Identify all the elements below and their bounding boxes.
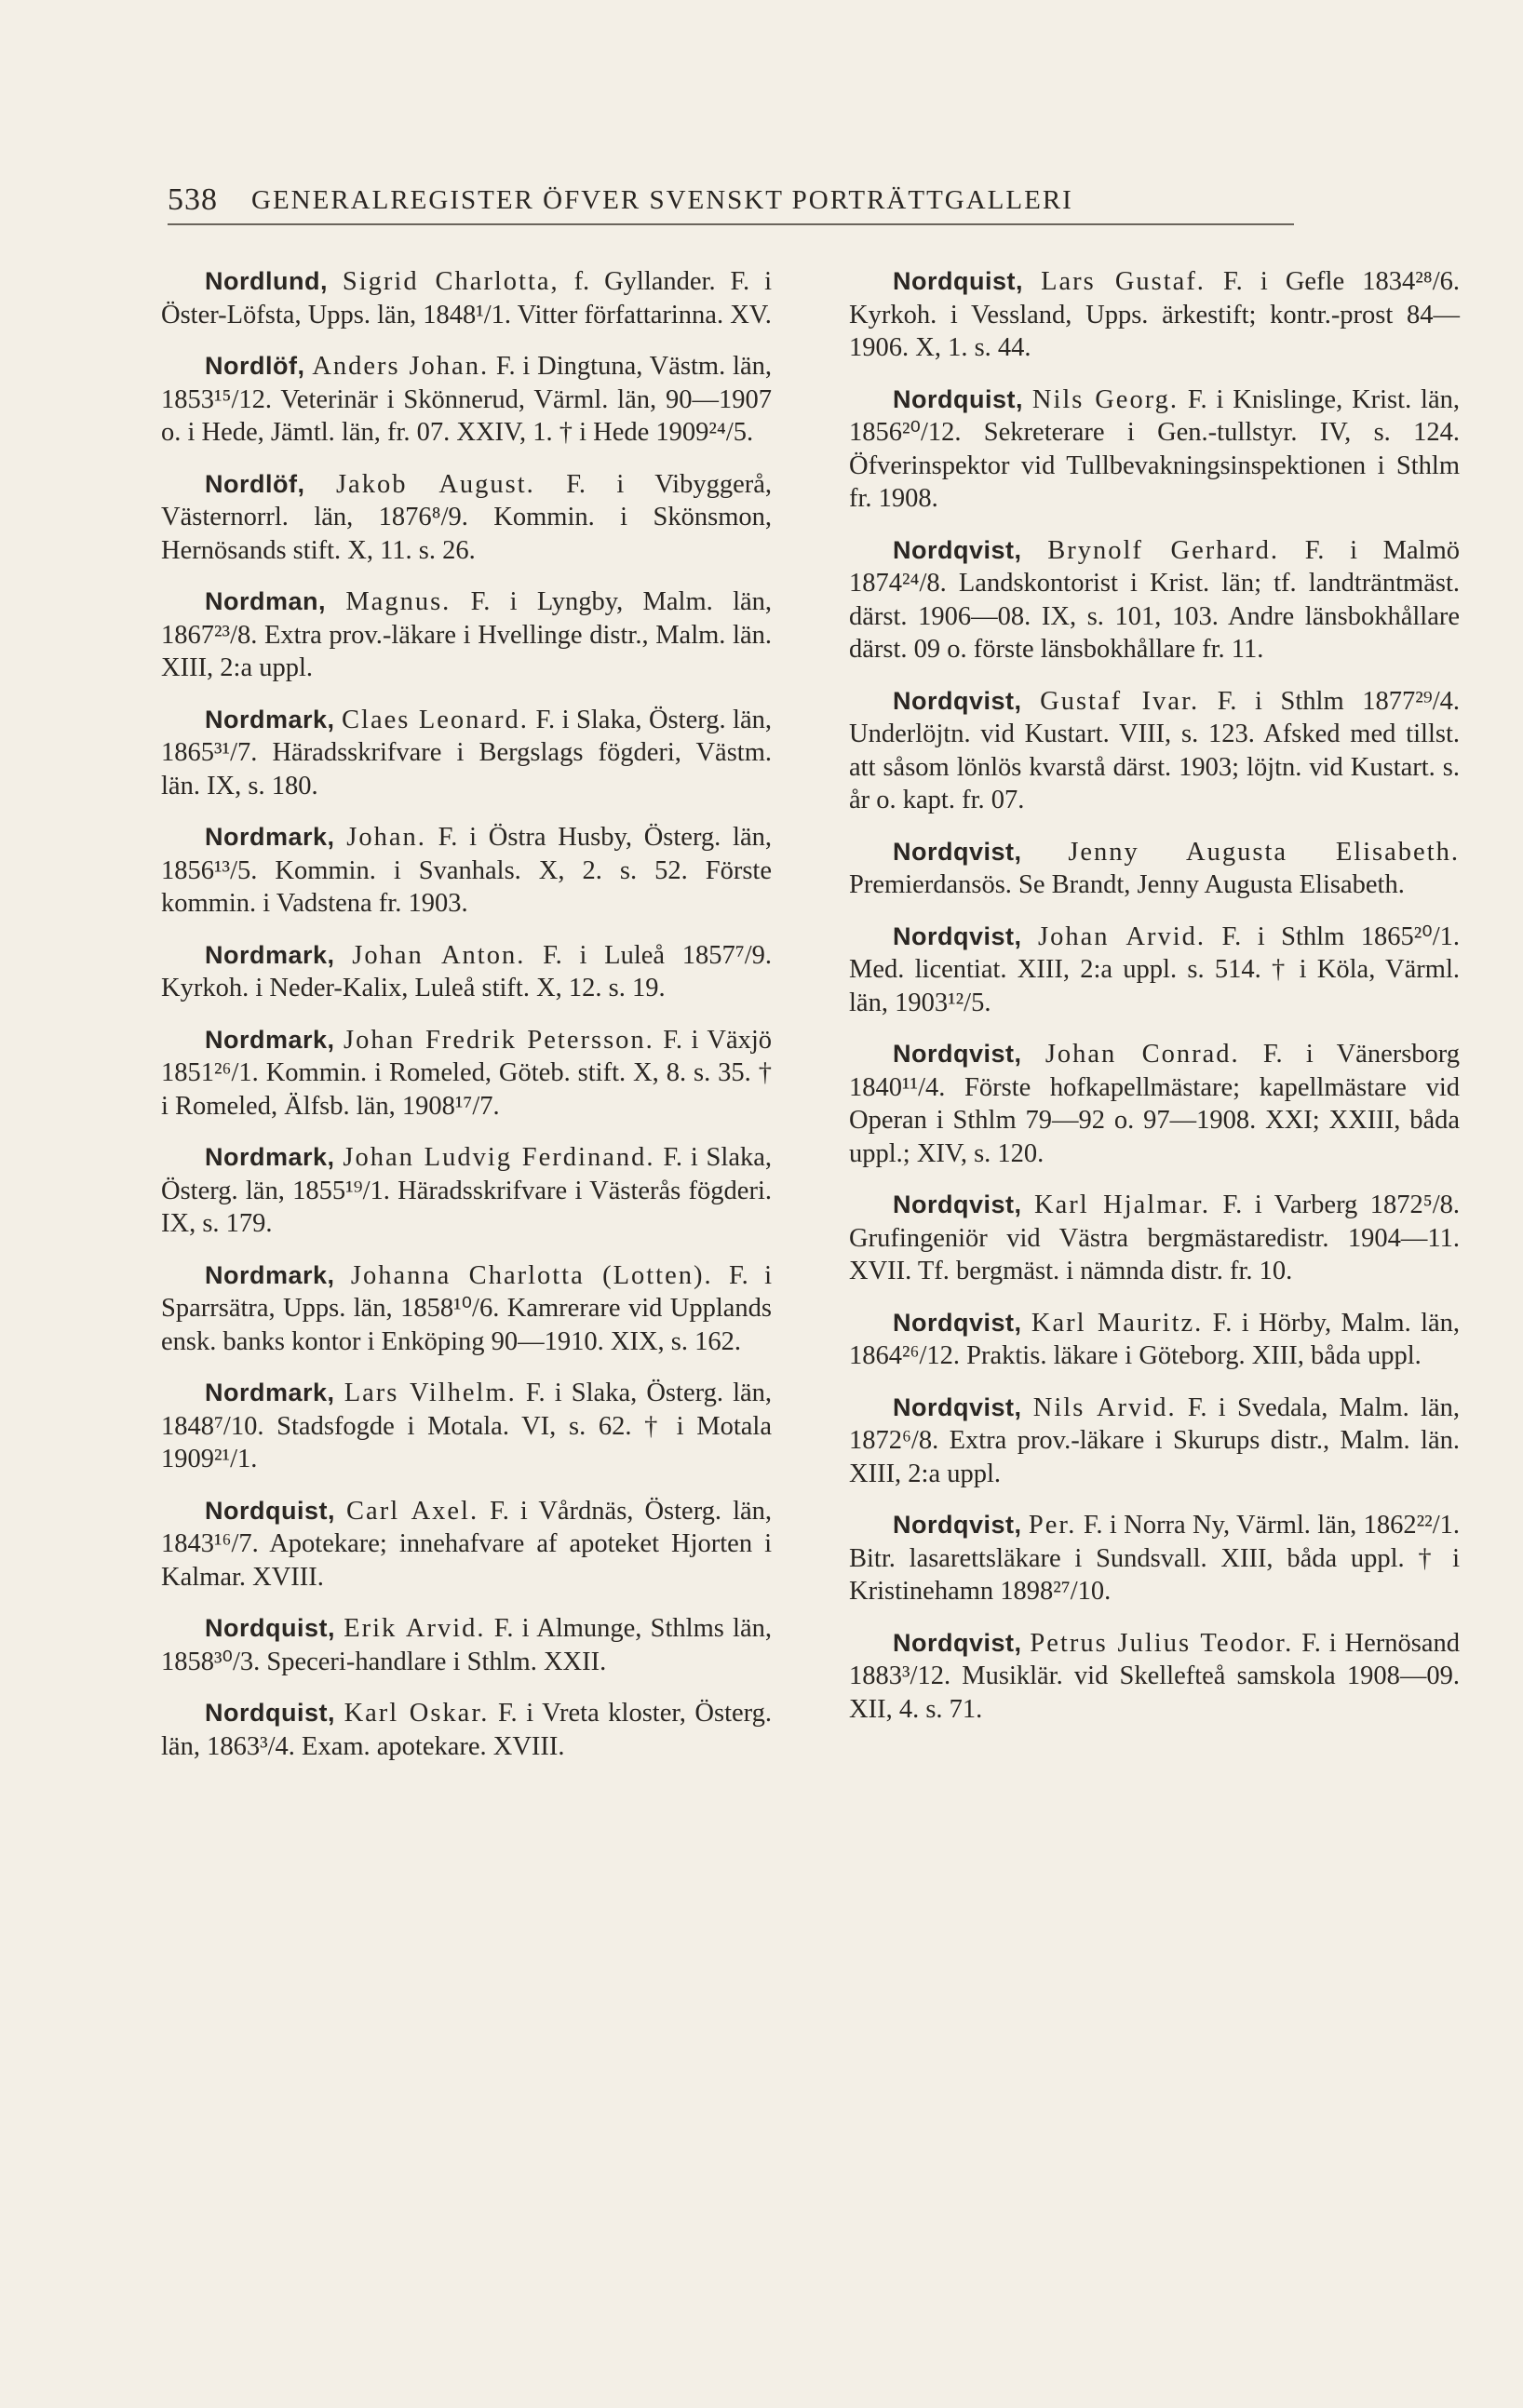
entry-details: F. i Knislinge, Krist. län, 1856²⁰/12. Sekreterare i Gen.-tullstyr. IV, s. 124. Öfverinspektor vid Tullbevakningsinspektionen i Sthlm fr. 1908. — [849, 384, 1460, 513]
entry-details: F. i Vreta kloster, Österg. län, 1863³/4. Exam. apotekare. XVIII. — [161, 1699, 773, 1761]
running-title: GENERALREGISTER ÖFVER SVENSKT PORTRÄTTGALLERI — [251, 185, 1073, 215]
entry-surname: Nordmark, — [205, 1143, 335, 1171]
entry-surname: Nordquist, — [205, 1496, 335, 1525]
entry-details: F. i Norra Ny, Värml. län, 1862²²/1. Bitr. lasarettsläkare i Sundsvall. XIII, båda uppl. † i Kristinehamn 1898²⁷/10. — [849, 1511, 1460, 1606]
register-entry — [161, 821, 772, 921]
entry-given-name: Jakob August. — [335, 469, 535, 499]
entry-given-name: Brynolf Gerhard. — [1047, 535, 1280, 565]
entry-given-name: Petrus Julius Teodor. — [1030, 1628, 1294, 1658]
entry-surname: Nordqvist, — [893, 1628, 1022, 1657]
register-entry — [161, 1612, 772, 1678]
entry-given-name: Johanna Charlotta (Lotten). — [350, 1260, 713, 1290]
register-entry — [161, 468, 772, 568]
register-entry — [161, 704, 772, 803]
register-entry — [161, 939, 772, 1005]
entry-details: F. i Dingtuna, Västm. län, 1853¹⁵/12. Veterinär i Skönnerud, Värml. län, 90—1907 o. i Hede, Jämtl. län, fr. 07. XXIV, 1. † i Hede 1909²⁴/5. — [161, 352, 772, 447]
entry-surname: Nordqvist, — [893, 1511, 1022, 1539]
register-entry — [849, 836, 1460, 902]
register-entry — [849, 1038, 1460, 1170]
register-entry — [161, 1259, 772, 1359]
entry-given-name: Karl Hjalmar. — [1034, 1191, 1211, 1219]
entry-details: F. i Växjö 1851²⁶/1. Kommin. i Romeled, Göteb. stift. X, 8. s. 35. † i Romeled, Älfsb. län, 1908¹⁷/7. — [161, 1025, 773, 1121]
entry-given-name: Carl Axel. — [346, 1496, 479, 1526]
register-entry — [849, 1189, 1460, 1288]
entry-details: F. i Vårdnäs, Österg. län, 1843¹⁶/7. Apotekare; innehafvare af apoteket Hjorten i Kalmar. XVIII. — [161, 1496, 773, 1592]
entry-given-name: Erik Arvid. — [344, 1614, 486, 1643]
register-entry — [161, 350, 772, 450]
entry-details: F. i Vibyggerå, Västernorrl. län, 1876⁸/9. Kommin. i Skönsmon, Hernösands stift. X, 11. s. 26. — [161, 469, 773, 565]
entry-details: F. i Vänersborg 1840¹¹/4. Förste hofkapellmästare; kapellmästare vid Operan i Sthlm 79—92 o. 97—1908. XXI; XXIII, båda uppl.; XIV, s. 120. — [849, 1040, 1461, 1168]
entry-details: F. i Sthlm 1877²⁹/4. Underlöjtn. vid Kustart. VIII, s. 123. Afsked med tillst. att såsom lönlös kvarstå därst. 1903; löjtn. vid Kustart. s. år o. kapt. fr. 07. — [849, 686, 1460, 814]
register-entry — [849, 1307, 1460, 1373]
entry-surname: Nordquist, — [205, 1614, 335, 1642]
entry-details: Premierdansös. Se Brandt, Jenny Augusta Elisabeth. — [849, 870, 1405, 899]
register-entry — [161, 1141, 772, 1241]
entry-given-name: Nils Arvid. — [1032, 1392, 1177, 1422]
register-entry — [849, 1627, 1460, 1727]
entry-surname: Nordmark, — [205, 705, 335, 733]
entry-surname: Nordqvist, — [893, 535, 1022, 564]
register-entry — [849, 265, 1460, 365]
entry-surname: Nordmark, — [205, 940, 335, 969]
entry-given-name: Claes Leonard. — [342, 705, 529, 734]
entry-surname: Nordqvist, — [893, 1191, 1022, 1218]
entry-surname: Nordqvist, — [893, 1392, 1022, 1421]
entry-surname: Nordlöf, — [205, 352, 305, 380]
register-entry — [849, 1509, 1460, 1608]
entry-details: F. i Hörby, Malm. län, 1864²⁶/12. Praktis. läkare i Göteborg. XIII, båda uppl. — [849, 1308, 1461, 1370]
entry-details: F. i Slaka, Österg. län, 1865³¹/7. Häradsskrifvare i Bergslags fögderi, Västm. län. IX, s. 180. — [161, 705, 772, 800]
entry-given-name: Nils Georg. — [1031, 384, 1179, 414]
entry-details: F. i Hernösand 1883³/12. Musiklär. vid Skellefteå samskola 1908—09. XII, 4. s. 71. — [849, 1628, 1461, 1724]
entry-details: F. i Lyngby, Malm. län, 1867²³/8. Extra prov.-läkare i Hvellinge distr., Malm. län. XIII, 2:a uppl. — [161, 587, 773, 682]
entry-given-name: Karl Oskar. — [344, 1699, 490, 1728]
entry-given-name: Sigrid Charlotta, — [342, 267, 559, 296]
entry-given-name: Johan Arvid. — [1038, 921, 1206, 951]
entry-surname: Nordqvist, — [893, 1308, 1022, 1337]
entry-details: F. i Luleå 1857⁷/9. Kyrkoh. i Neder-Kalix, Luleå stift. X, 12. s. 19. — [161, 940, 773, 1002]
entry-given-name: Lars Gustaf. — [1041, 267, 1206, 296]
entry-given-name: Karl Mauritz. — [1031, 1308, 1204, 1338]
register-entry — [161, 1377, 772, 1476]
entry-surname: Nordmark, — [205, 1260, 335, 1289]
entry-details: f. Gyllander. F. i Öster-Löfsta, Upps. län, 1848¹/1. Vitter författarinna. XV. — [161, 267, 773, 330]
register-entry — [849, 685, 1460, 817]
entry-surname: Nordmark, — [205, 1025, 335, 1054]
entry-given-name: Johan Anton. — [352, 940, 526, 970]
register-entry — [161, 265, 772, 331]
entry-details: F. i Gefle 1834²⁸/6. Kyrkoh. i Vessland, Upps. ärkestift; kontr.-prost 84—1906. X, 1. s. 44. — [849, 267, 1460, 362]
entry-surname: Nordlöf, — [205, 469, 305, 498]
entry-surname: Nordqvist, — [893, 921, 1022, 950]
entry-details: F. i Slaka, Österg. län, 1848⁷/10. Stadsfogde i Motala. VI, s. 62. † i Motala 1909²¹/1. — [161, 1379, 773, 1473]
entry-given-name: Johan Ludvig Ferdinand. — [343, 1143, 655, 1172]
entry-given-name: Lars Vilhelm. — [344, 1379, 517, 1407]
register-entry — [161, 585, 772, 685]
entry-given-name: Johan. — [346, 823, 426, 852]
entry-given-name: Anders Johan. — [312, 352, 490, 381]
entry-details: F. i Svedala, Malm. län, 1872⁶/8. Extra prov.-läkare i Skurups distr., Malm. län. XIII, 2:a uppl. — [849, 1392, 1460, 1488]
entry-given-name: Johan Conrad. — [1045, 1040, 1240, 1069]
entry-surname: Nordquist, — [893, 267, 1023, 295]
page-number: 538 — [168, 182, 218, 217]
entry-details: F. i Sthlm 1865²⁰/1. Med. licentiat. XIII, 2:a uppl. s. 514. † i Köla, Värml. län, 1903¹²/5. — [849, 921, 1461, 1017]
entry-given-name: Per. — [1028, 1511, 1077, 1540]
register-entry — [161, 1495, 772, 1594]
register-entry — [849, 534, 1460, 666]
entry-surname: Nordmark, — [205, 1379, 335, 1406]
entry-details: F. i Slaka, Österg. län, 1855¹⁹/1. Häradsskrifvare i Västerås fögderi. IX, s. 179. — [161, 1143, 772, 1238]
entry-surname: Nordqvist, — [893, 837, 1022, 866]
entry-given-name: Jenny Augusta Elisabeth. — [1068, 837, 1460, 867]
entry-details: F. i Malmö 1874²⁴/8. Landskontorist i Krist. län; tf. landträntmäst. därst. 1906—08. IX, s. 101, 103. Andre länsbokhållare därst. 09 o. förste länsbokhållare fr. 11. — [849, 535, 1461, 664]
right-column — [849, 265, 1460, 1744]
entry-surname: Nordmark, — [205, 823, 335, 851]
entry-surname: Nordqvist, — [893, 1040, 1022, 1068]
entry-given-name: Gustaf Ivar. — [1040, 686, 1200, 716]
entry-surname: Nordman, — [205, 587, 327, 615]
entry-details: F. i Östra Husby, Österg. län, 1856¹³/5. Kommin. i Svanhals. X, 2. s. 52. Förste kommin. i Vadstena fr. 1903. — [161, 823, 772, 918]
entry-details: F. i Varberg 1872⁵/8. Grufingeniör vid Västra bergmästaredistr. 1904—11. XVII. Tf. bergmäst. i nämnda distr. fr. 10. — [849, 1191, 1461, 1285]
register-entry — [161, 1024, 772, 1123]
register-entry — [849, 921, 1460, 1020]
entry-given-name: Johan Fredrik Petersson. — [344, 1025, 654, 1055]
entry-given-name: Magnus. — [345, 587, 452, 616]
register-entry — [849, 383, 1460, 516]
register-entry — [161, 1697, 772, 1763]
register-entry — [849, 1392, 1460, 1491]
entry-surname: Nordlund, — [205, 267, 328, 295]
entry-details: F. i Almunge, Sthlms län, 1858³⁰/3. Speceri-handlare i Sthlm. XXII. — [161, 1614, 772, 1676]
page-header — [168, 177, 1294, 225]
entry-surname: Nordquist, — [893, 384, 1023, 413]
left-column — [161, 265, 772, 1782]
entry-details: F. i Sparrsätra, Upps. län, 1858¹⁰/6. Kamrerare vid Upplands ensk. banks kontor i Enköping 90—1910. XIX, s. 162. — [161, 1260, 772, 1356]
entry-surname: Nordquist, — [205, 1699, 335, 1727]
entry-surname: Nordqvist, — [893, 686, 1022, 715]
